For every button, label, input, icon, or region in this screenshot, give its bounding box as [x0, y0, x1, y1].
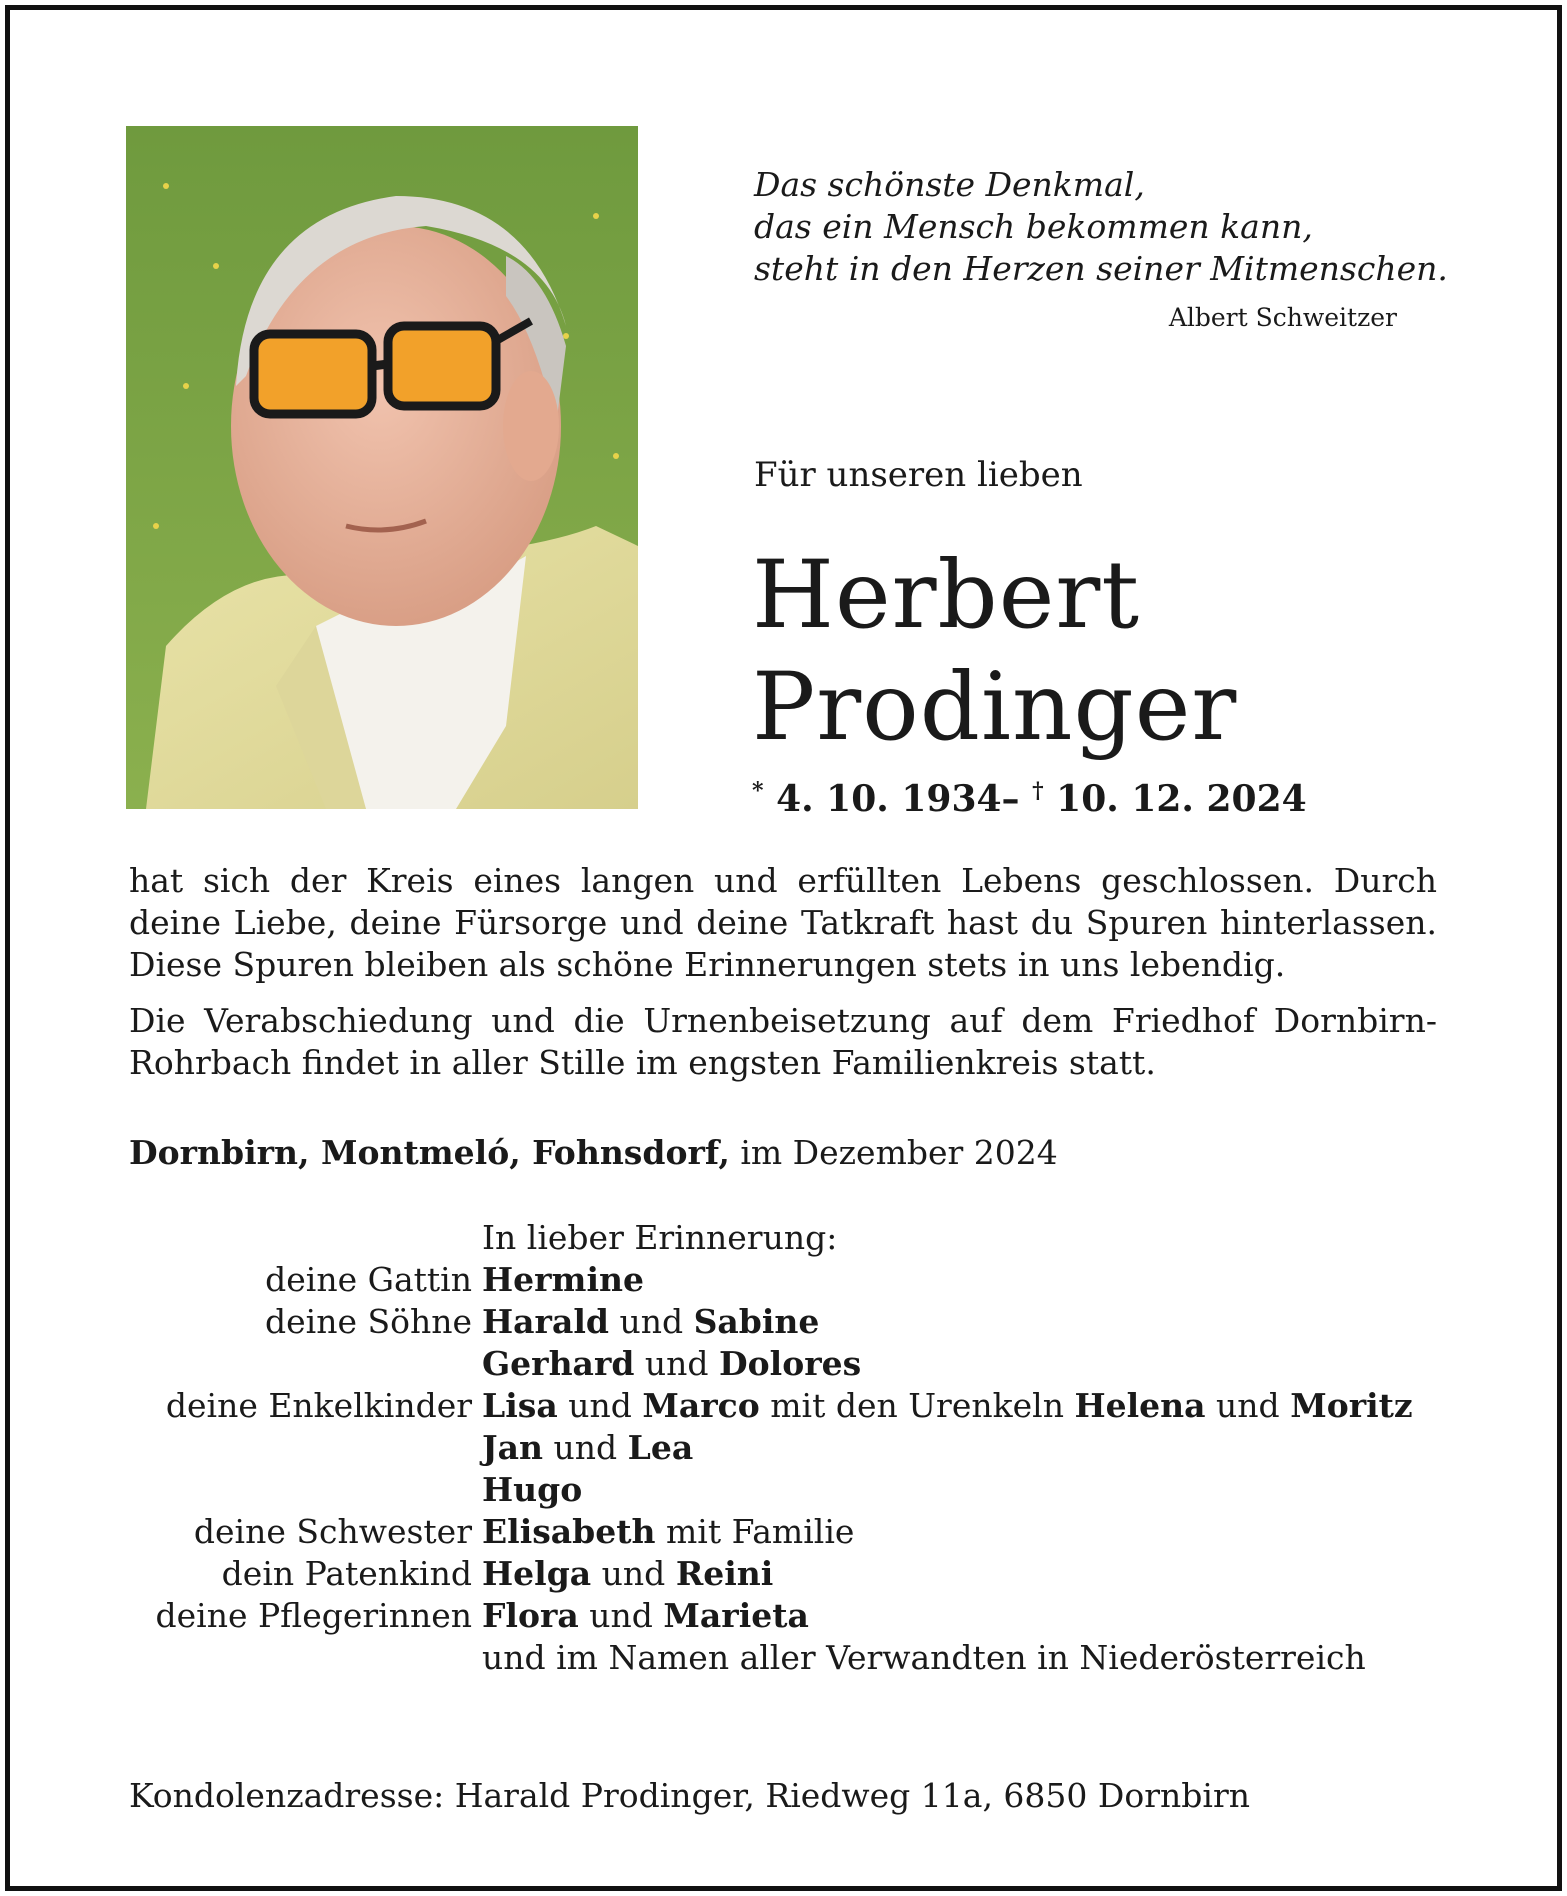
birth-symbol: *	[752, 778, 764, 804]
family-row	[129, 1511, 1449, 1553]
condolence-address: Kondolenzadresse: Harald Prodinger, Riedweg 11a, 6850 Dornbirn	[129, 1776, 1250, 1815]
quote-line: steht in den Herzen seiner Mitmenschen.	[754, 249, 1448, 288]
family-row	[129, 1637, 1449, 1679]
conjunction: und	[601, 1554, 666, 1593]
family-row	[129, 1385, 1449, 1427]
death-date: 10. 12. 2024	[1056, 778, 1307, 820]
conjunction: und	[589, 1596, 653, 1635]
obituary-body	[129, 860, 1437, 1098]
relative-name: Hugo	[482, 1470, 583, 1509]
conjunction: und	[553, 1428, 618, 1467]
birth-date: 4. 10. 1934	[776, 778, 1002, 820]
date-text: im Dezember 2024	[740, 1133, 1058, 1172]
relative-name: Lea	[627, 1428, 694, 1467]
relative-name: Sabine	[693, 1302, 820, 1341]
relation-note: mit Familie	[666, 1512, 855, 1551]
life-dates	[752, 778, 1307, 820]
relation-label: deine Pflegerinnen	[155, 1596, 472, 1635]
relation-label: deine Enkelkinder	[165, 1386, 472, 1425]
family-row	[129, 1259, 1449, 1301]
deceased-name	[752, 540, 1237, 764]
body-paragraph: Die Verabschiedung und die Urnenbeisetzung auf dem Friedhof Dornbirn-Rohrbach findet in aller Stille im engsten Familienkreis statt.	[129, 1001, 1437, 1082]
conjunction: und	[568, 1386, 632, 1425]
first-name: Herbert	[752, 541, 1141, 650]
relative-name: Lisa	[482, 1386, 558, 1425]
family-list	[129, 1217, 1449, 1679]
family-row	[129, 1469, 1449, 1511]
intro-text: Für unseren lieben	[754, 455, 1083, 495]
relative-name: Helena	[1074, 1386, 1206, 1425]
conjunction: und	[1216, 1386, 1280, 1425]
family-closing: und im Namen aller Verwandten in Niederösterreich	[482, 1638, 1366, 1677]
places: Dornbirn, Montmeló, Fohnsdorf,	[129, 1133, 730, 1172]
family-heading-row	[129, 1217, 1449, 1259]
quote-line: Das schönste Denkmal,	[754, 165, 1145, 204]
quote-line: das ein Mensch bekommen kann,	[754, 207, 1313, 246]
family-heading: In lieber Erinnerung:	[482, 1218, 838, 1257]
family-row	[129, 1427, 1449, 1469]
relative-name: Gerhard	[482, 1344, 635, 1383]
relation-note: mit den Urenkeln	[770, 1386, 1064, 1425]
relative-name: Hermine	[482, 1260, 645, 1299]
family-row	[129, 1595, 1449, 1637]
relative-name: Marco	[642, 1386, 760, 1425]
relative-name: Marieta	[663, 1596, 809, 1635]
death-symbol: †	[1032, 778, 1044, 804]
place-date-line	[129, 1133, 1058, 1172]
relative-name: Helga	[482, 1554, 592, 1593]
relative-name: Flora	[482, 1596, 579, 1635]
family-row	[129, 1553, 1449, 1595]
relation-label: dein Patenkind	[221, 1554, 472, 1593]
relation-label: deine Söhne	[265, 1302, 472, 1341]
body-paragraph: hat sich der Kreis eines langen und erfüllten Lebens geschlossen. Durch deine Liebe, deine Fürsorge und deine Tatkraft hast du Spuren hinterlassen. Diese Spuren bleiben als schöne Erinnerungen stets in uns lebendig.	[129, 861, 1437, 984]
relative-name: Dolores	[719, 1344, 862, 1383]
conjunction: und	[619, 1302, 684, 1341]
relative-name: Elisabeth	[482, 1512, 656, 1551]
family-row	[129, 1301, 1449, 1343]
conjunction: und	[644, 1344, 709, 1383]
relative-name: Harald	[482, 1302, 609, 1341]
last-name: Prodinger	[752, 653, 1238, 762]
relative-name: Jan	[482, 1428, 543, 1467]
relative-name: Reini	[675, 1554, 774, 1593]
date-separator: –	[1001, 778, 1020, 820]
quote-author: Albert Schweitzer	[1168, 303, 1397, 332]
quote	[754, 164, 1448, 290]
family-row	[129, 1343, 1449, 1385]
relation-label: deine Gattin	[265, 1260, 472, 1299]
portrait-photo	[126, 126, 638, 809]
relation-label: deine Schwester	[193, 1512, 472, 1551]
relative-name: Moritz	[1290, 1386, 1413, 1425]
